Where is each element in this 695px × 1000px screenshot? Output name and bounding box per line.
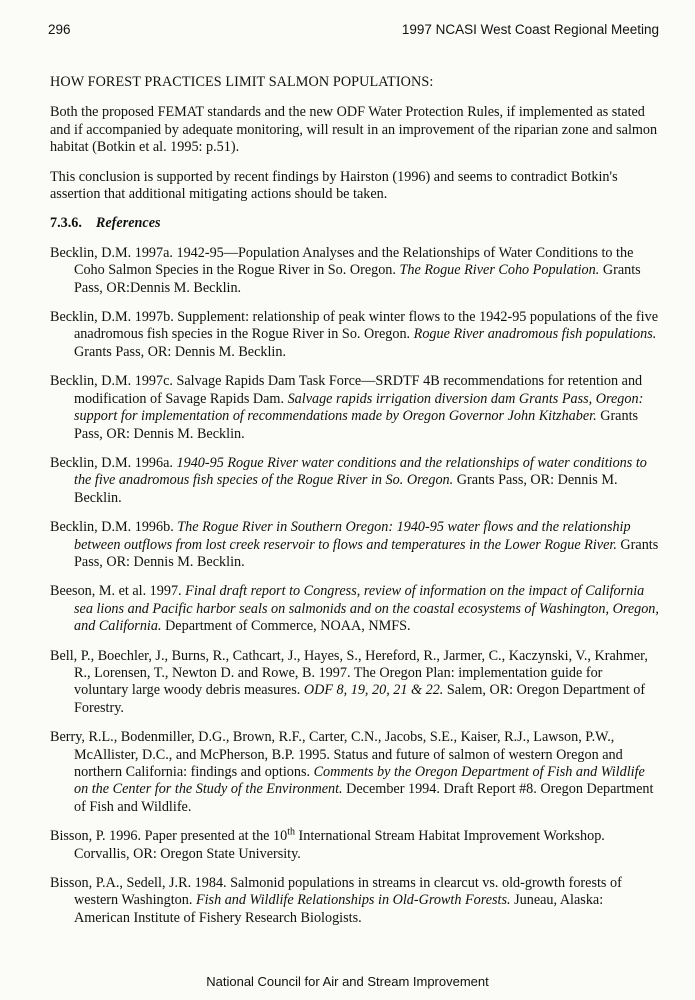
page-header [48, 22, 659, 37]
ref-title: 1940-95 Rogue River water conditions and the relationships of water conditions to the five anadromous fish species of the Rogue River in So. Oregon. [74, 454, 647, 489]
ref-title: Rogue River anadromous fish populations. [413, 326, 657, 343]
reference-entry [50, 455, 659, 507]
ref-text: Bisson, P.A., Sedell, J.R. 1984. Salmonid populations in streams in clearcut vs. old-growth forests of western Washington. [50, 875, 622, 909]
ref-title: The Rogue River in Southern Oregon: 1940-95 water flows and the relationship between outflows from lost creek reservoir to flows and temperatures in the Lower Rogue River. [74, 519, 631, 553]
section-title: References [95, 215, 161, 232]
ref-publisher: December 1994. Draft Report #8. Oregon Department of Fish and Wildlife. [74, 781, 654, 815]
ref-text-continued: International Stream Habitat Improvement Workshop. Corvallis, OR: Oregon State University. [74, 828, 605, 862]
section-number: 7.3.6. [50, 215, 82, 232]
ref-publisher: Grants Pass, OR:Dennis M. Becklin. [74, 262, 641, 296]
ref-publisher: Grants Pass, OR: Dennis M. Becklin. [74, 343, 287, 360]
ref-text: Becklin, D.M. 1997c. Salvage Rapids Dam Task Force—SRDTF 4B recommendations for retention and modification of Savage Rapids Dam. [50, 373, 643, 407]
ref-text: Beeson, M. et al. 1997. [50, 583, 186, 600]
ref-publisher: Juneau, Alaska: American Institute of Fishery Research Biologists. [74, 892, 604, 926]
page-body [50, 74, 659, 939]
running-title: 1997 NCASI West Coast Regional Meeting [401, 22, 659, 37]
ref-text: Berry, R.L., Bodenmiller, D.G., Brown, R.F., Carter, C.N., Jacobs, S.E., Kaiser, R.J., Lawson, P.W., McAllister, D.C., and McPherson, B.P. 1995. Status and future of salmon of western Oregon and northern California: findings and options. [50, 729, 623, 780]
reference-entry [50, 245, 659, 297]
ref-title: Fish and Wildlife Relationships in Old-Growth Forests. [195, 892, 511, 909]
ref-superscript: th [287, 826, 295, 838]
reference-entry [50, 828, 659, 863]
ref-text: Becklin, D.M. 1997a. 1942-95—Population Analyses and the Relationships of Water Conditions to the Coho Salmon Species in the Rogue River in So. Oregon. [50, 244, 634, 279]
reference-entry [50, 875, 659, 927]
ref-title: Salvage rapids irrigation diversion dam Grants Pass, Oregon: support for implementation of recommendations made by Oregon Governor John Kitzhaber. [74, 390, 644, 425]
page-footer: National Council for Air and Stream Improvement [206, 974, 489, 989]
ref-text: Becklin, D.M. 1996b. [50, 519, 178, 536]
paragraph: Both the proposed FEMAT standards and the new ODF Water Protection Rules, if implemented as stated and if accompanied by adequate monitoring, will result in an improvement of the riparian zone and salmon habitat (Botkin et al. 1995: p.51). [50, 104, 658, 156]
ref-publisher: Department of Commerce, NOAA, NMFS. [161, 618, 411, 635]
page-number: 296 [48, 22, 71, 37]
references-heading [50, 215, 659, 232]
reference-entry [50, 648, 659, 718]
ref-text: Bell, P., Boechler, J., Burns, R., Cathcart, J., Hayes, S., Hereford, R., Jarmer, C., Kaczynski, V., Krahmer, R., Lorensen, T., Newton D. and Rowe, B. 1997. The Oregon Plan: implementation guide for voluntary large woody debris measures. [50, 647, 648, 699]
ref-publisher: Grants Pass, OR: Dennis M. Becklin. [74, 472, 618, 506]
reference-entry [50, 309, 659, 361]
ref-title: Comments by the Oregon Department of Fish and Wildlife on the Center for the Study of the Environment. [74, 764, 645, 798]
ref-text: Becklin, D.M. 1997b. Supplement: relationship of peak winter flows to the 1942-95 populations of the five anadromous fish species in the Rogue River in So. Oregon. [50, 309, 658, 343]
reference-entry [50, 373, 659, 443]
paragraph: This conclusion is supported by recent findings by Hairston (1996) and seems to contradict Botkin's assertion that additional mitigating actions should be taken. [50, 168, 618, 203]
ref-title: ODF 8, 19, 20, 21 & 22. [303, 682, 444, 699]
ref-text: Becklin, D.M. 1996a. [50, 454, 177, 471]
ref-publisher: Grants Pass, OR: Dennis M. Becklin. [74, 408, 639, 442]
reference-entry [50, 729, 659, 816]
reference-entry [50, 519, 659, 571]
ref-text: Bisson, P. 1996. Paper presented at the 10 [50, 828, 288, 845]
ref-publisher: Salem, OR: Oregon Department of Forestry. [74, 682, 646, 716]
reference-entry [50, 583, 659, 635]
ref-publisher: Grants Pass, OR: Dennis M. Becklin. [74, 536, 659, 570]
ref-title: The Rogue River Coho Population. [399, 262, 600, 279]
ref-title: Final draft report to Congress, review of information on the impact of California sea lions and Pacific harbor seals on salmonids and on the coastal ecosystems of Washington, Oregon, and California. [74, 583, 659, 635]
section-heading: HOW FOREST PRACTICES LIMIT SALMON POPULATIONS: [50, 74, 434, 90]
